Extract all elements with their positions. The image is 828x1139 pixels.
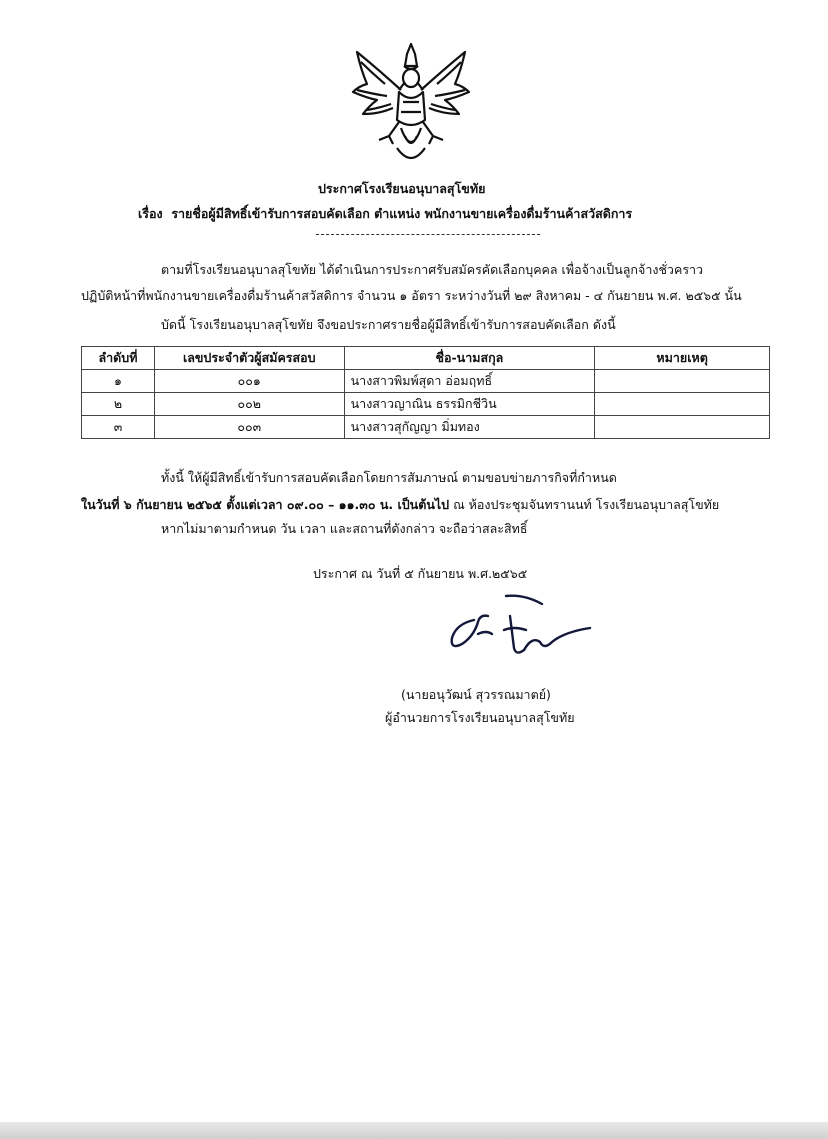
subject-text: รายชื่อผู้มีสิทธิ์เข้ารับการสอบคัดเลือก ตำแหน่ง พนักงานขายเครื่องดื่มร้านค้าสวัสดิการ (171, 206, 633, 221)
cell-id: ๐๐๓ (154, 416, 344, 439)
subject-label: เรื่อง (138, 206, 163, 221)
col-header-note: หมายเหตุ (595, 347, 770, 370)
page-shadow (0, 1122, 828, 1139)
cell-note (595, 393, 770, 416)
table-header-row (82, 347, 770, 370)
para1-line1: ตามที่โรงเรียนอนุบาลสุโขทัย ได้ดำเนินการประกาศรับสมัครคัดเลือกบุคคล เพื่อจ้างเป็นลูกจ้างชั่วคราว (161, 262, 704, 277)
exam-location: ณ ห้องประชุมจันทรานนท์ โรงเรียนอนุบาลสุโขทัย (453, 497, 720, 512)
cell-note (595, 370, 770, 393)
para3-line1: ทั้งนี้ ให้ผู้มีสิทธิ์เข้ารับการสอบคัดเลือกโดยการสัมภาษณ์ ตามขอบข่ายภารกิจที่กำหนด (161, 470, 617, 485)
title-divider (316, 234, 540, 235)
cell-no: ๑ (82, 370, 155, 393)
cell-no: ๓ (82, 416, 155, 439)
cell-id: ๐๐๒ (154, 393, 344, 416)
page-title: ประกาศโรงเรียนอนุบาลสุโขทัย (318, 181, 486, 196)
cell-no: ๒ (82, 393, 155, 416)
table-row (82, 393, 770, 416)
signatory-position: ผู้อำนวยการโรงเรียนอนุบาลสุโขทัย (385, 710, 575, 725)
col-header-name: ชื่อ-นามสกุล (344, 347, 595, 370)
cell-note (595, 416, 770, 439)
garuda-emblem-icon (349, 40, 474, 170)
subject-line (138, 206, 632, 222)
signatory-name: (นายอนุวัฒน์ สุวรรณมาตย์) (401, 687, 551, 702)
col-header-id: เลขประจำตัวผู้สมัครสอบ (154, 347, 344, 370)
announce-date: ประกาศ ณ วันที่ ๕ กันยายน พ.ศ.๒๕๖๕ (313, 566, 528, 581)
exam-datetime: ในวันที่ ๖ กันยายน ๒๕๖๕ ตั้งแต่เวลา ๐๙.๐๐ – ๑๑.๓๐ น. เป็นต้นไป (81, 497, 450, 512)
para2: บัดนี้ โรงเรียนอนุบาลสุโขทัย จึงขอประกาศรายชื่อผู้มีสิทธิ์เข้ารับการสอบคัดเลือก ดังนี้ (161, 317, 616, 332)
table-row (82, 370, 770, 393)
cell-name: นางสาวญาณิน ธรรมิกชีวิน (344, 393, 595, 416)
cell-name: นางสาวสุกัญญา มิ่มทอง (344, 416, 595, 439)
para3-line3: หากไม่มาตามกำหนด วัน เวลา และสถานที่ดังกล่าว จะถือว่าสละสิทธิ์ (161, 521, 528, 536)
col-header-no: ลำดับที่ (82, 347, 155, 370)
handwritten-signature (444, 590, 594, 670)
para1-line2: ปฏิบัติหน้าที่พนักงานขายเครื่องดื่มร้านค้าสวัสดิการ จำนวน ๑ อัตรา ระหว่างวันที่ ๒๙ สิงหาคม - ๔ กันยายน พ.ศ. ๒๕๖๕ นั้น (81, 288, 742, 303)
para3-line2 (81, 497, 719, 513)
candidate-table (81, 346, 770, 439)
cell-id: ๐๐๑ (154, 370, 344, 393)
cell-name: นางสาวพิมพ์สุดา อ่อมฤทธิ์ (344, 370, 595, 393)
table-row (82, 416, 770, 439)
